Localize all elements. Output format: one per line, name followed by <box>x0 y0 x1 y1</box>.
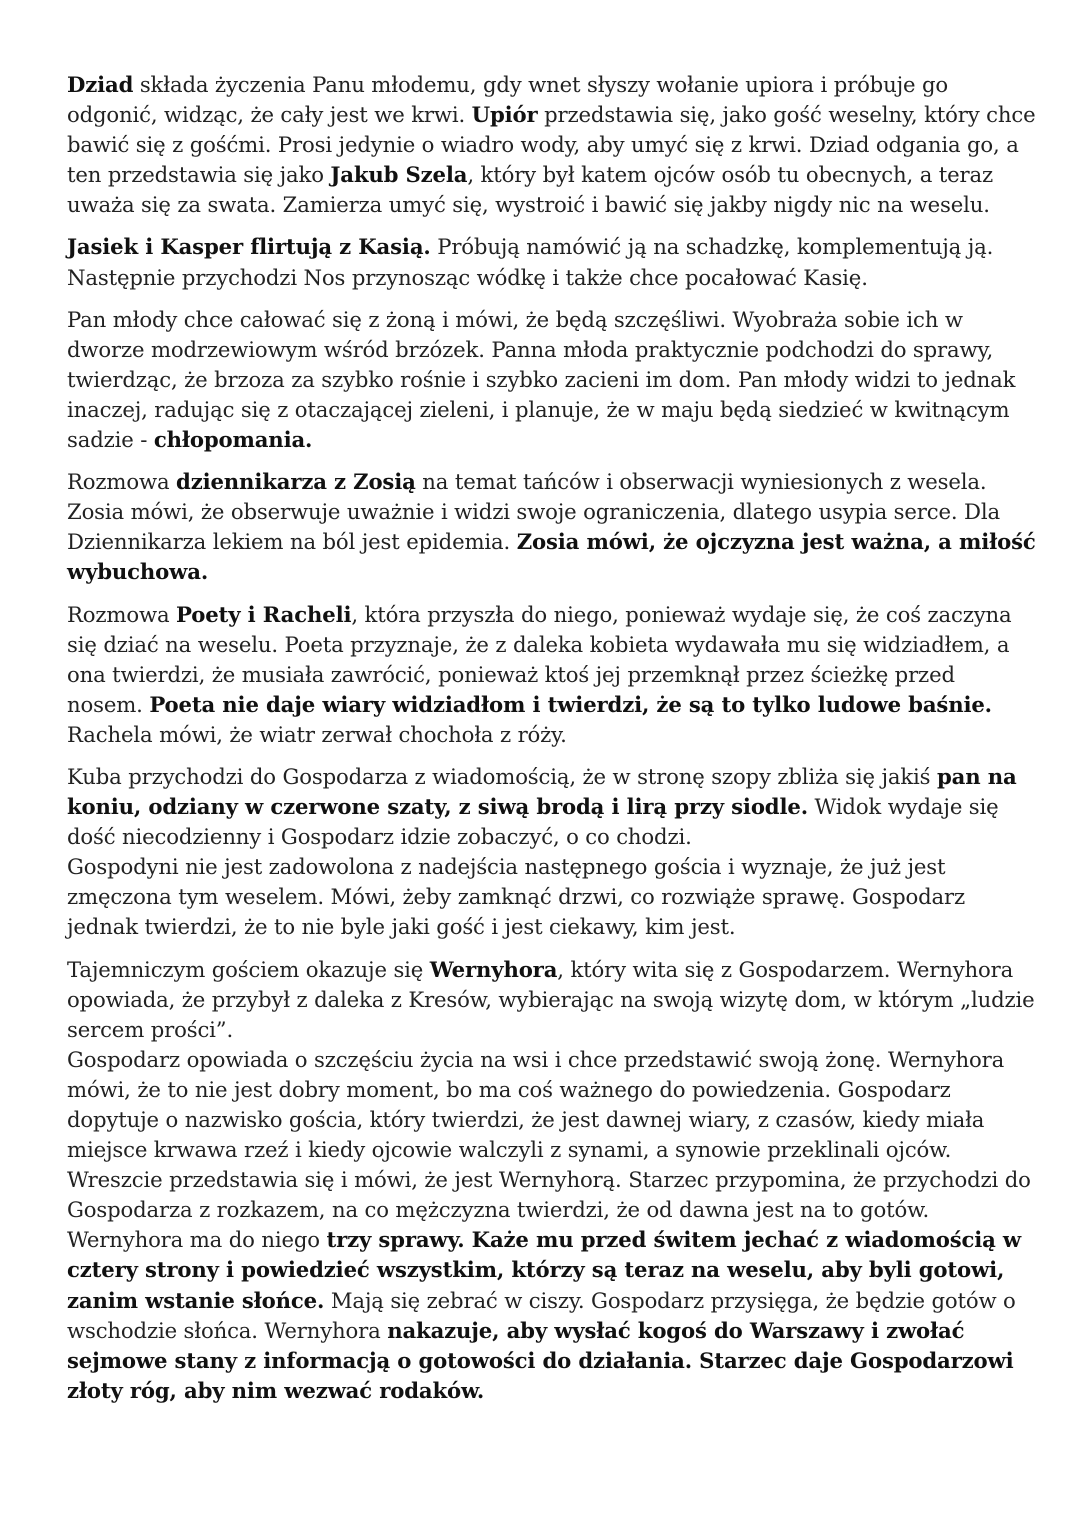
text-segment: składa życzenia Panu młodemu, gdy wnet słyszy wołanie upiora i próbuje go odgonić, widząc, że cały jest we krwi. <box>67 72 949 128</box>
text-segment: Mają się zebrać w ciszy. Gospodarz przysięga, że będzie gotów o wschodzie słońca. Wernyhora <box>67 1287 1016 1343</box>
text-segment: Jakub Szela <box>330 162 468 188</box>
paragraph-kasia <box>67 232 1037 292</box>
text-segment: Pan młody chce całować się z żoną i mówi, że będą szczęśliwi. Wyobraża sobie ich w dworze modrzewiowym wśród brzózek. Panna młoda praktycznie podchodzi do sprawy, twierdząc, że brzoza za szybko rośnie i szybko zacieni im dom. Pan młody widzi to jednak inaczej, radując się z otaczającej zieleni, i planuje, że w maju będą siedzieć w kwitnącym sadzie - <box>67 306 1016 453</box>
text-segment: , która przyszła do niego, ponieważ wydaje się, że coś zaczyna się dziać na weselu. Poeta przyznaje, że z daleka kobieta wydawała mu się widziadłem, a ona twierdzi, że musiała zawrócić, ponieważ ktoś jej przemknął przez ścieżkę przed nosem. <box>67 601 1012 717</box>
text-segment: nakazuje, aby wysłać kogoś do Warszawy i zwołać sejmowe stany z informacją o gotowości do działania. Starzec daje Gospodarzowi złoty róg, aby nim wezwać rodaków. <box>67 1317 1014 1403</box>
text-segment: Wernyhora ma do niego <box>67 1227 327 1253</box>
text-segment: Widok wydaje się dość niecodzienny i Gospodarz idzie zobaczyć, o co chodzi. <box>67 794 999 850</box>
text-segment: pan na koniu, odziany w czerwone szaty, z siwą brodą i lirą przy siodle. <box>67 763 1017 820</box>
text-segment: Zosia mówi, że ojczyzna jest ważna, a miłość wybuchowa. <box>67 529 1036 585</box>
text-segment: Gospodyni nie jest zadowolona z nadejścia następnego gościa i wyznaje, że już jest zmęczona tym weselem. Mówi, żeby zamknąć drzwi, co rozwiąże sprawę. Gospodarz jednak twierdzi, że to nie byle jaki gość i jest ciekawy, kim jest. <box>67 854 966 940</box>
text-segment: Poeta nie daje wiary widziadłom i twierdzi, że są to tylko ludowe baśnie. <box>149 691 992 717</box>
text-segment: Poety i Racheli <box>176 601 352 627</box>
text-segment: chłopomania. <box>153 427 313 453</box>
paragraph-gospodyni <box>67 852 1037 942</box>
paragraph-wernyhora-arrival <box>67 955 1037 1045</box>
text-segment: Rachela mówi, że wiatr zerwał chochoła z róży. <box>67 721 567 747</box>
text-segment: przedstawia się, jako gość weselny, który chce bawić się z gośćmi. Prosi jedynie o wiadro wody, aby umyć się z krwi. Dziad odgania go, a ten przedstawia się jako <box>67 102 1036 188</box>
paragraph-trzy-sprawy <box>67 1225 1037 1406</box>
paragraph-kuba <box>67 762 1037 852</box>
text-segment: trzy sprawy. Każe mu przed świtem jechać z wiadomością w cztery strony i powiedzieć wszystkim, którzy są teraz na weselu, aby byli gotowi, zanim wstanie słońce. <box>67 1227 1022 1313</box>
paragraph-gospodarz-talk <box>67 1045 1037 1226</box>
text-segment: , który wita się z Gospodarzem. Wernyhora opowiada, że przybył z daleka z Kresów, wybierając na swoją wizytę dom, w którym „ludzie sercem prości”. <box>67 956 1035 1042</box>
text-segment: na temat tańców i obserwacji wyniesionych z wesela. Zosia mówi, że obserwuje uważnie i widzi swoje ograniczenia, dlatego usypia serce. Dla Dziennikarza lekiem na ból jest epidemia. <box>67 469 1000 555</box>
text-segment: , który był katem ojców osób tu obecnych, a teraz uważa się za swata. Zamierza umyć się, wystroić i bawić się jakby nigdy nic na weselu. <box>67 162 993 218</box>
text-segment: Tajemniczym gościem okazuje się <box>67 956 430 982</box>
text-segment: Rozmowa <box>67 601 177 627</box>
text-segment: dziennikarza z Zosią <box>176 469 416 495</box>
text-segment: Próbują namówić ją na schadzkę, komplementują ją. Następnie przychodzi Nos przynosząc wódkę i także chce pocałować Kasię. <box>67 234 994 290</box>
text-segment: Jasiek i Kasper flirtują z Kasią. <box>67 234 431 260</box>
paragraph-zosia <box>67 467 1037 587</box>
text-segment: Kuba przychodzi do Gospodarza z wiadomością, że w stronę szopy zbliża się jakiś <box>67 763 937 789</box>
paragraph-rachela <box>67 600 1037 750</box>
text-segment: Upiór <box>471 102 538 128</box>
text-segment: Dziad <box>67 72 134 97</box>
paragraph-szela <box>67 70 1037 220</box>
text-segment: Wernyhora <box>429 956 558 982</box>
text-segment: Rozmowa <box>67 469 177 495</box>
document-page <box>67 70 1037 1406</box>
text-segment: Gospodarz opowiada o szczęściu życia na wsi i chce przedstawić swoją żonę. Wernyhora mówi, że to nie jest dobry moment, bo ma coś ważnego do powiedzenia. Gospodarz dopytuje o nazwisko gościa, który twierdzi, że jest dawnej wiary, z czasów, kiedy miała miejsce krwawa rzeź i kiedy ojcowie walczyli z synami, a synowie przeklinali ojców. Wreszcie przedstawia się i mówi, że jest Wernyhorą. Starzec przypomina, że przychodzi do Gospodarza z rozkazem, na co mężczyzna twierdzi, że od dawna jest na to gotów. <box>67 1046 1031 1223</box>
paragraph-pan-mlody <box>67 305 1037 455</box>
